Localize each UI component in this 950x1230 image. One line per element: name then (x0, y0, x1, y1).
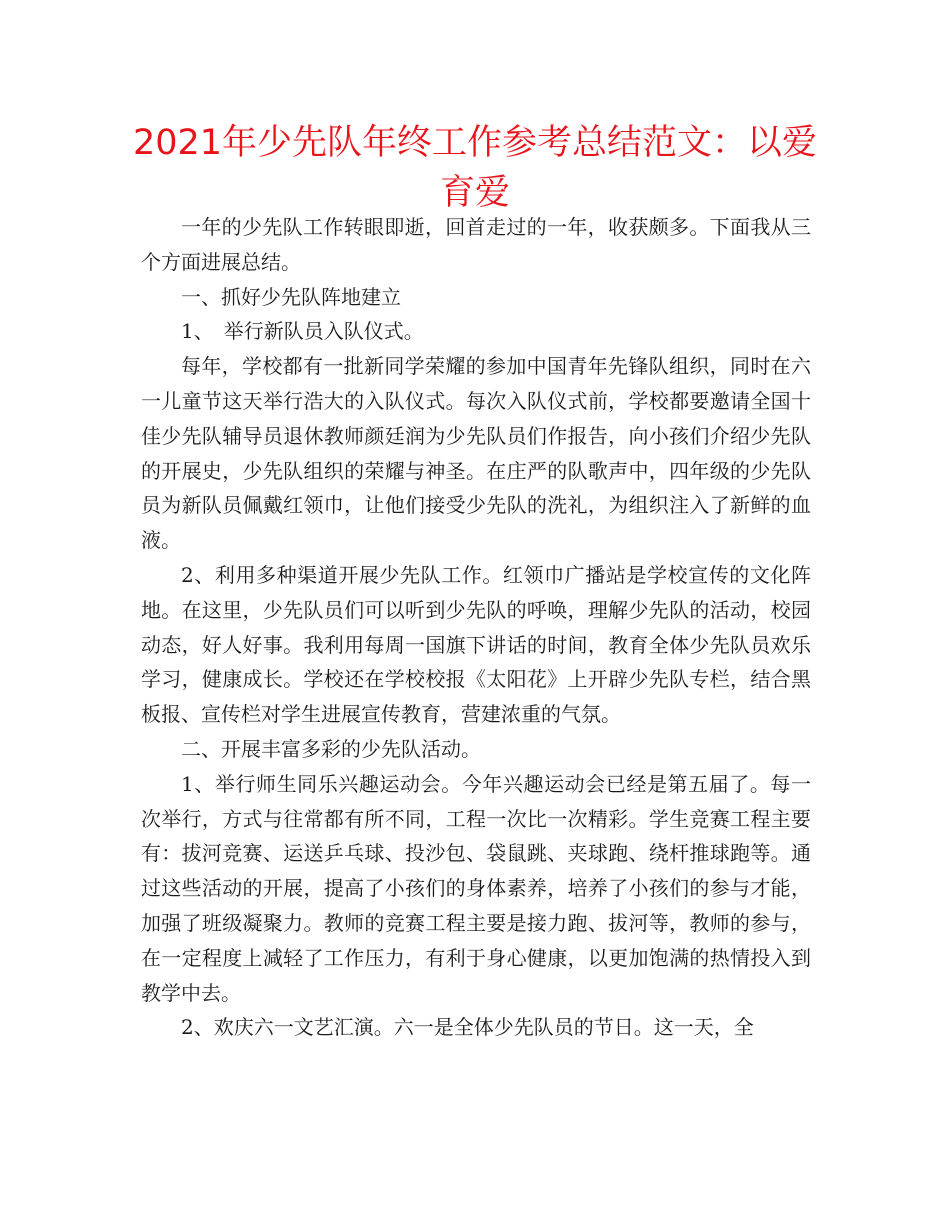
document-body (141, 210, 811, 1045)
paragraph-intro: 一年的少先队工作转眼即逝，回首走过的一年，收获颇多。下面我从三个方面进展总结。 (141, 215, 811, 274)
section-heading-1: 一、抓好少先队阵地建立 (181, 284, 401, 309)
section-heading-2: 二、开展丰富多彩的少先队活动。 (181, 736, 481, 761)
paragraph-induction-ceremony: 每年，学校都有一批新同学荣耀的参加中国青年先锋队组织，同时在六一儿童节这天举行浩大的入队仪式。每次入队仪式前，学校都要邀请全国十佳少先队辅导员退休教师颜廷润为少先队员们作报告，向小孩们介绍少先队的开展史，少先队组织的荣耀与神圣。在庄严的队歌声中，四年级的少先队员为新队员佩戴红领巾，让他们接受少先队的洗礼，为组织注入了新鲜的血液。 (141, 354, 811, 553)
paragraph-channels: 2、利用多种渠道开展少先队工作。红领巾广播站是学校宣传的文化阵地。在这里，少先队员们可以听到少先队的呼唤，理解少先队的活动，校园动态，好人好事。我利用每周一国旗下讲话的时间，教育全体少先队员欢乐学习，健康成长。学校还在学校校报《太阳花》上开辟少先队专栏，结合黑板报、宣传栏对学生进展宣传教育，营建浓重的气氛。 (141, 562, 811, 727)
item-heading-1-1: 1、 举行新队员入队仪式。 (181, 319, 424, 344)
paragraph-sports-meet: 1、举行师生同乐兴趣运动会。今年兴趣运动会已经是第五届了。每一次举行，方式与往常都有所不同，工程一次比一次精彩。学生竞赛工程主要有：拔河竞赛、运送乒乓球、投沙包、袋鼠跳、夹球跑、绕杆推球跑等。通过这些活动的开展，提高了小孩们的身体素养，培养了小孩们的参与才能，加强了班级凝聚力。教师的竞赛工程主要是接力跑、拔河等，教师的参与，在一定程度上减轻了工作压力，有利于身心健康，以更加饱满的热情投入到教学中去。 (141, 771, 811, 1005)
document-title: 2021年少先队年终工作参考总结范文：以爱育爱 (132, 123, 818, 213)
paragraph-childrens-day: 2、欢庆六一文艺汇演。六一是全体少先队员的节日。这一天，全 (181, 1015, 754, 1040)
